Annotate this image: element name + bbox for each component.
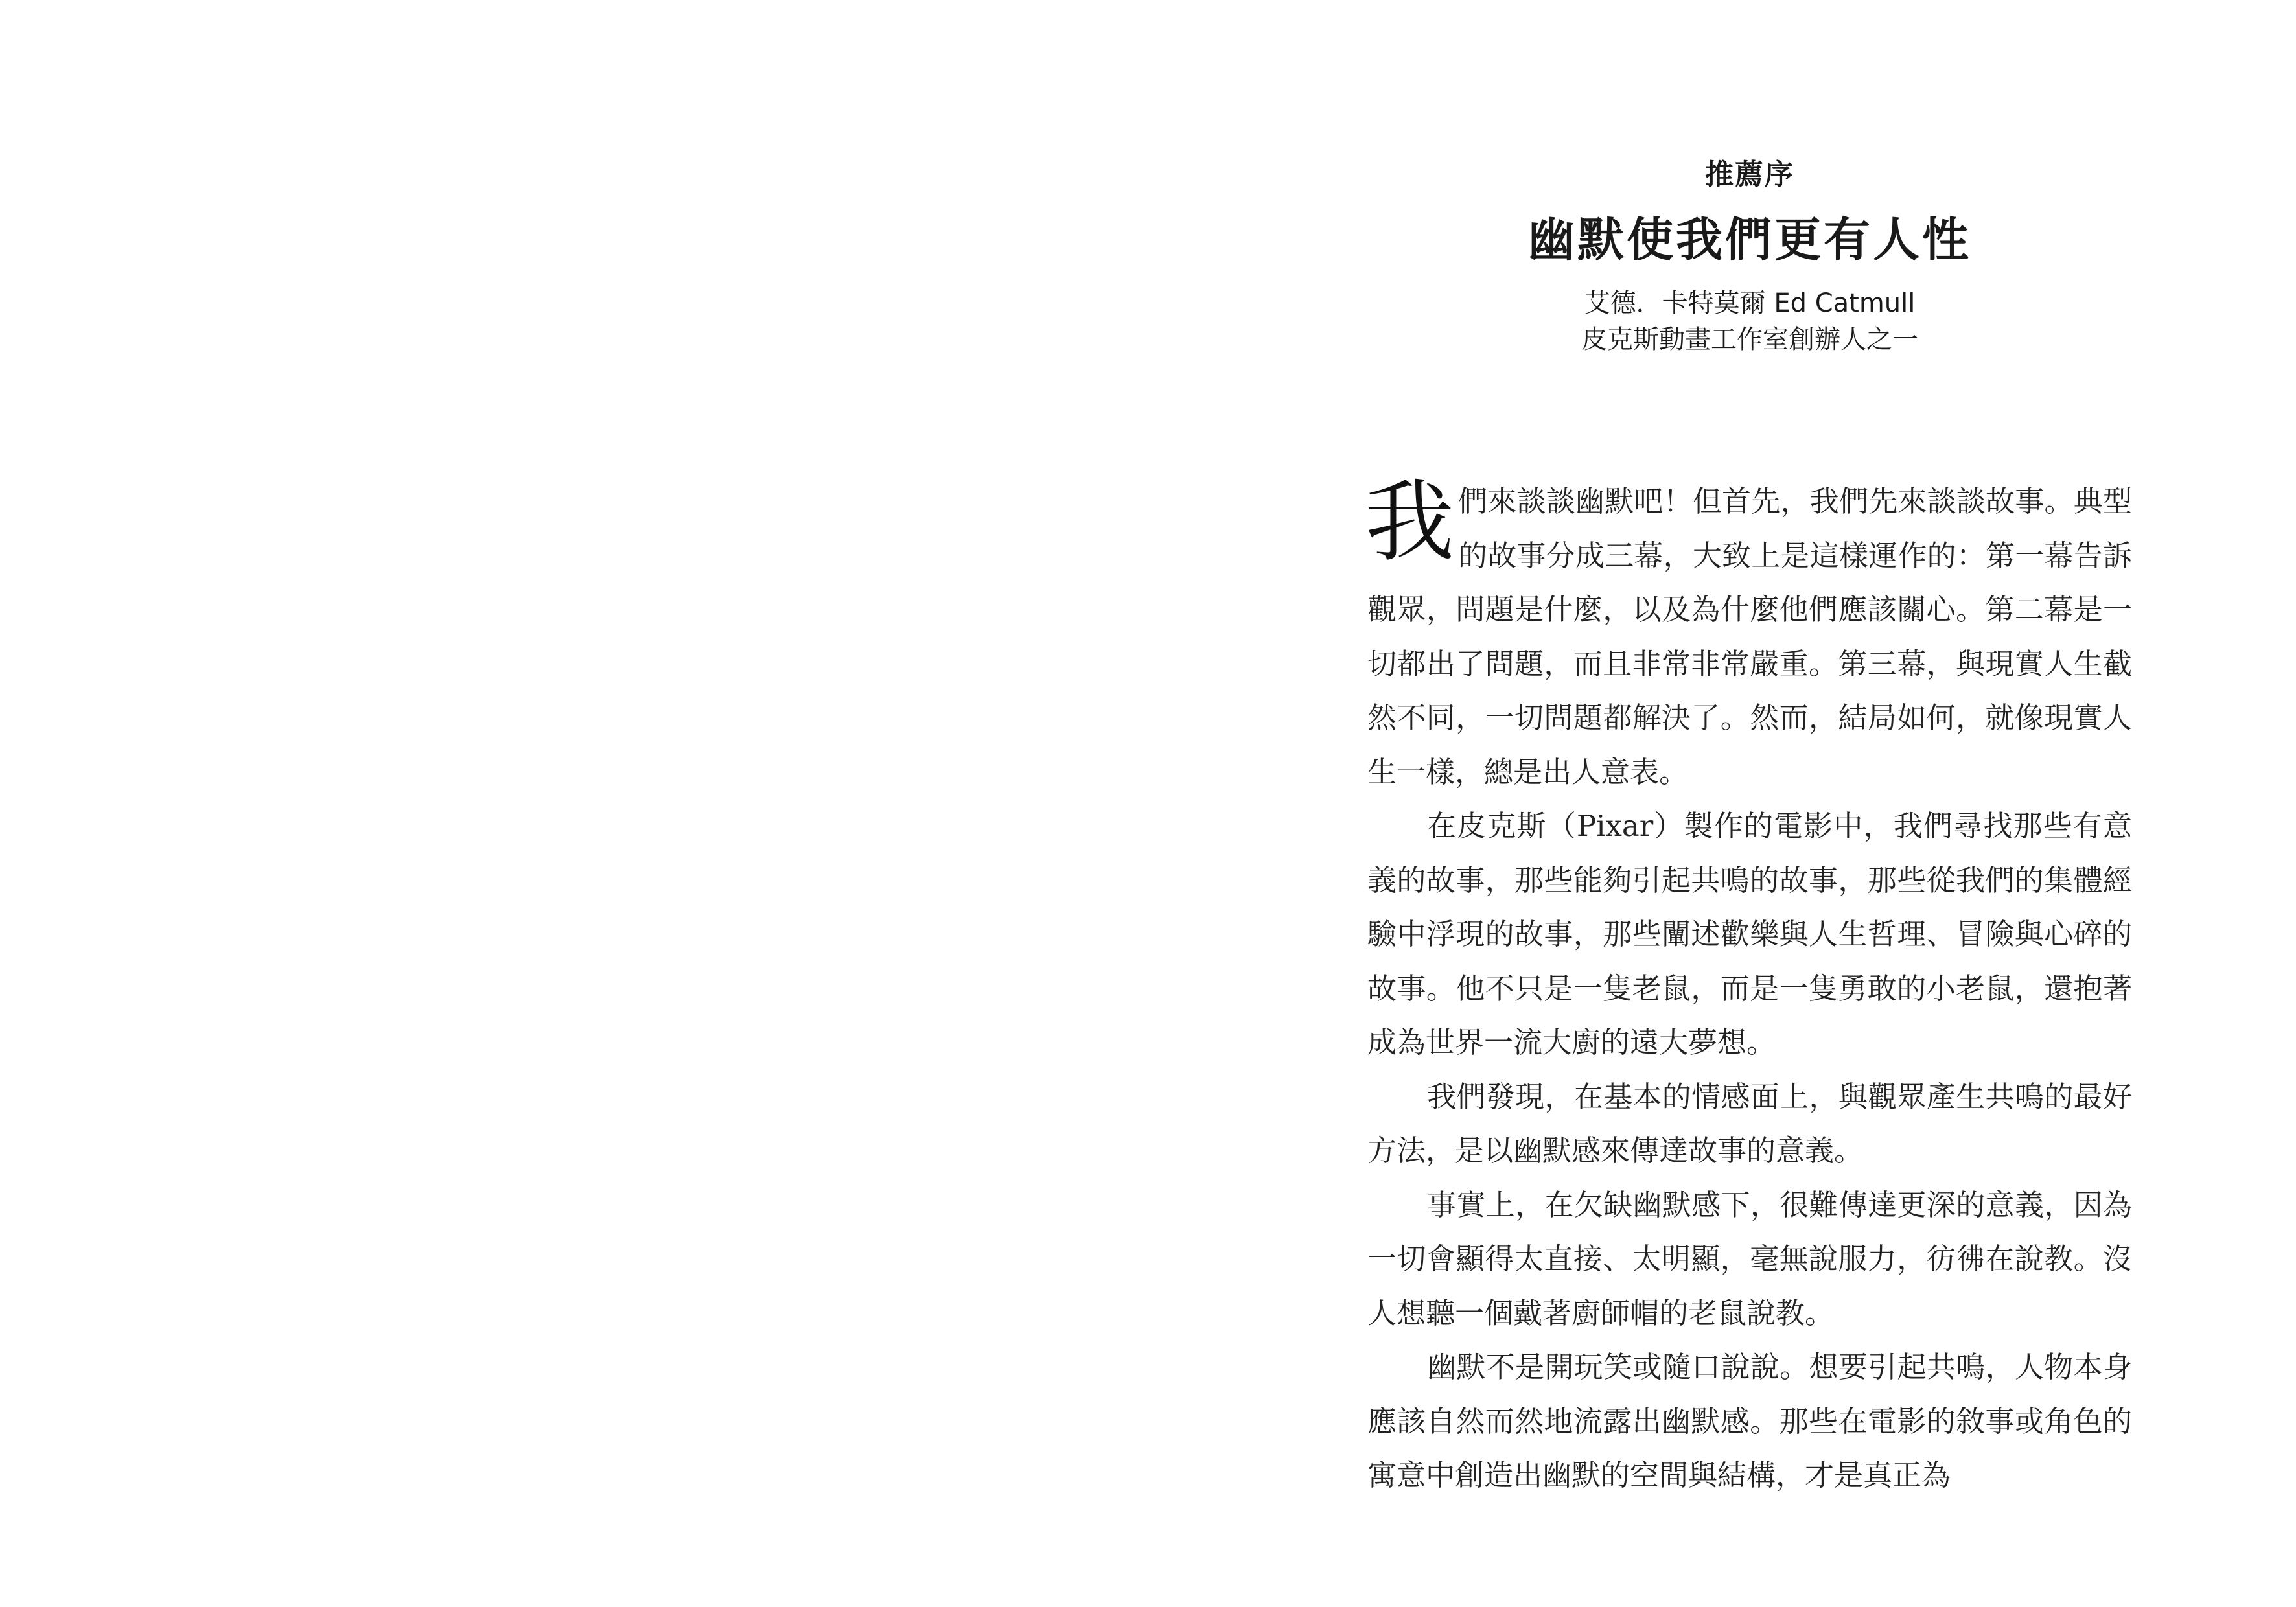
author-affiliation: 皮克斯動畫工作室創辦人之一 — [1581, 325, 1918, 354]
paragraph-3: 我們發現，在基本的情感面上，與觀眾產生共鳴的最好方法，是以幽默感來傳達故事的意義。 — [1367, 1079, 2132, 1168]
section-kicker: 推薦序 — [1705, 158, 1794, 191]
author-line: 艾德．卡特莫爾 Ed Catmull — [1584, 288, 1916, 318]
drop-cap: 我 — [1365, 470, 1455, 574]
paragraph-4: 事實上，在欠缺幽默感下，很難傳達更深的意義，因為一切會顯得太直接、太明顯，毫無說服力，彷彿在說教。沒人想聽一個戴著廚師帽的老鼠說教。 — [1367, 1187, 2132, 1330]
body-text — [1365, 470, 2132, 1503]
paragraph-5: 幽默不是開玩笑或隨口說說。想要引起共鳴，人物本身應該自然而然地流露出幽默感。那些在電影的敘事或角色的寓意中創造出幽默的空間與結構，才是真正為 — [1367, 1350, 2132, 1492]
paragraph-1 — [1365, 470, 2132, 799]
paragraph-2: 在皮克斯（Pixar）製作的電影中，我們尋找那些有意義的故事，那些能夠引起共鳴的故事，那些從我們的集體經驗中浮現的故事，那些闡述歡樂與人生哲理、冒險與心碎的故事。他不只是一隻老鼠，而是一隻勇敢的小老鼠，還抱著成為世界一流大廚的遠大夢想。 — [1367, 809, 2132, 1059]
chapter-title: 幽默使我們更有人性 — [1527, 213, 1971, 267]
paragraph-1-text: 們來談談幽默吧！但首先，我們先來談談故事。典型的故事分成三幕，大致上是這樣運作的：第一幕告訴觀眾，問題是什麼，以及為什麼他們應該關心。第二幕是一切都出了問題，而且非常非常嚴重。第三幕，與現實人生截然不同，一切問題都解決了。然而，結局如何，就像現實人生一樣，總是出人意表。 — [1367, 484, 2132, 789]
